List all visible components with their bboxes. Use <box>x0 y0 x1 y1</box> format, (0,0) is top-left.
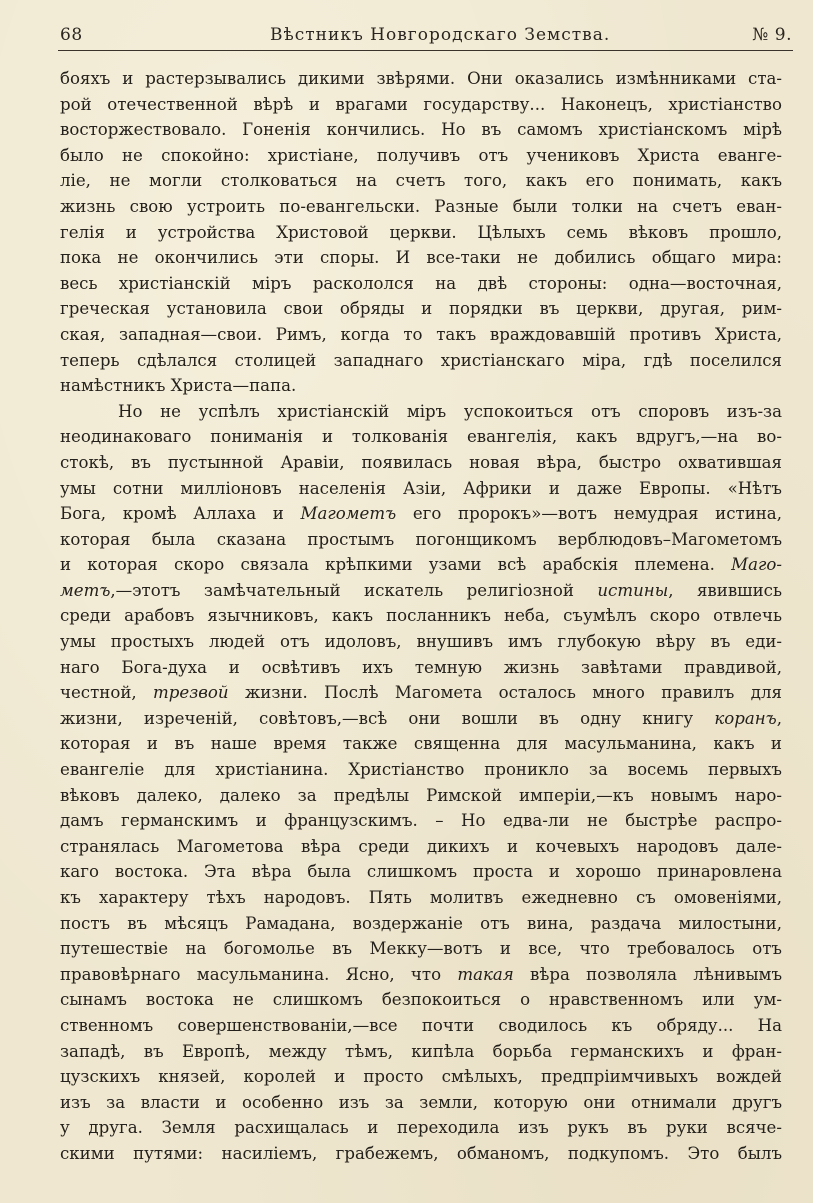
text-line: сынамъ востока не слишкомъ безпокоиться о нравственномъ или ум- <box>60 990 782 1010</box>
text-line: путешествіе на богомолье въ Мекку—вотъ и все, что требовалось отъ <box>60 939 782 959</box>
text-line: вѣковъ далеко, далеко за предѣлы Римской имперіи,—къ новымъ наро- <box>60 785 782 805</box>
text-line: пока не окончились эти споры. И все-таки не добились общаго мира: <box>60 248 782 268</box>
text-line-italic: правовѣрнаго масульманина. Ясно, что такая вѣра позволяла лѣнивымъ <box>60 964 782 984</box>
italic-word: коранъ <box>714 708 777 728</box>
text-line: ственномъ совершенствованіи,—все почти сводилось къ обряду... На <box>60 1015 782 1035</box>
text-line: неодинаковаго пониманія и толкованія евангелія, какъ вдругъ,—на во- <box>60 427 782 447</box>
text-line: скими путями: насиліемъ, грабежемъ, обманомъ, подкупомъ. Это былъ <box>60 1143 782 1163</box>
page-header <box>60 22 792 48</box>
text-line: которая и въ наше время также священна для масульманина, какъ и <box>60 734 782 754</box>
text-line: весь христіанскій міръ раскололся на двѣ стороны: одна—восточная, <box>60 273 782 293</box>
italic-word: метъ <box>60 580 111 600</box>
text-line: Но не успѣлъ христіанскій міръ успокоиться отъ споровъ изъ-за <box>118 401 782 421</box>
text-line: цузскихъ князей, королей и просто смѣлыхъ, предпріимчивыхъ вождей <box>60 1067 782 1087</box>
text-line-italic: метъ,—этотъ замѣчательный искатель религіозной истины, явившись <box>60 580 782 600</box>
text-line: умы простыхъ людей отъ идоловъ, внушивъ имъ глубокую вѣру въ еди- <box>60 632 782 652</box>
italic-word: такая <box>457 964 514 984</box>
text-line: западѣ, въ Европѣ, между тѣмъ, кипѣла борьба германскихъ и фран- <box>60 1041 782 1061</box>
page-number: 68 <box>60 25 83 45</box>
text-line-italic: жизни, изреченій, совѣтовъ,—всѣ они вошли въ одну книгу коранъ, <box>60 708 782 728</box>
text-line: наго Бога-духа и освѣтивъ ихъ темную жизнь завѣтами правдивой, <box>60 657 782 677</box>
text-line: восторжествовало. Гоненія кончились. Но въ самомъ христіанскомъ мірѣ <box>60 120 782 140</box>
text-line: умы сотни милліоновъ населенія Азіи, Африки и даже Европы. «Нѣтъ <box>60 478 782 498</box>
text-line-italic: честной, трезвой жизни. Послѣ Магомета осталось много правилъ для <box>60 683 782 703</box>
text-line-italic: Бога, кромѣ Аллаха и Магометъ его пророкъ»—вотъ немудрая истина, <box>60 504 782 524</box>
text-line: было не спокойно: христіане, получивъ отъ учениковъ Христа еванге- <box>60 145 782 165</box>
text-line: изъ за власти и особенно изъ за земли, которую они отнимали другъ <box>60 1092 782 1112</box>
text-line: рой отечественной вѣрѣ и врагами государству... Наконецъ, христіанство <box>60 94 782 114</box>
text-line: ская, западная—свои. Римъ, когда то такъ враждовавшій противъ Христа, <box>60 324 782 344</box>
text-line: дамъ германскимъ и французскимъ. – Но едва-ли не быстрѣе распро- <box>60 811 782 831</box>
text-line: стокѣ, въ пустынной Аравіи, появилась новая вѣра, быстро охватившая <box>60 452 782 472</box>
text-line: евангеліе для христіанина. Христіанство проникло за восемь первыхъ <box>60 760 782 780</box>
text-line: каго востока. Эта вѣра была слишкомъ проста и хорошо принаровлена <box>60 862 782 882</box>
text-line: бояхъ и растерзывались дикими звѣрями. Они оказались измѣнниками ста- <box>60 69 782 88</box>
italic-word: истины <box>597 580 669 600</box>
text-line: которая была сказана простымъ погонщикомъ верблюдовъ–Магометомъ <box>60 529 782 549</box>
text-line: къ характеру тѣхъ народовъ. Пять молитвъ ежедневно съ омовеніями, <box>60 888 782 907</box>
text-line: среди арабовъ язычниковъ, какъ посланникъ неба, съумѣлъ скоро отвлечь <box>60 606 782 626</box>
text-line: постъ въ мѣсяцъ Рамадана, воздержаніе отъ вина, раздача милостыни, <box>60 913 782 933</box>
italic-word: Магометъ <box>300 504 397 524</box>
text-line: теперь сдѣлался столицей западнаго христіанскаго міра, гдѣ поселился <box>60 350 782 370</box>
text-line: намѣстникъ Христа—папа. <box>60 376 297 396</box>
text-line: гелія и устройства Христовой церкви. Цѣлыхъ семь вѣковъ прошло, <box>60 222 782 242</box>
text-line: греческая установила свои обряды и порядки въ церкви, другая, рим- <box>60 299 782 319</box>
header-rule <box>58 50 793 51</box>
journal-title: Вѣстникъ Новгородскаго Земства. <box>270 25 611 45</box>
italic-word: Маго- <box>731 555 782 575</box>
text-line: у друга. Земля расхищалась и переходила изъ рукъ въ руки всяче- <box>60 1118 782 1138</box>
article-body <box>60 66 782 1167</box>
text-line: жизнь свою устроить по-евангельски. Разные были толки на счетъ еван- <box>60 196 782 216</box>
text-line: ліе, не могли столковаться на счетъ того, какъ его понимать, какъ <box>60 171 782 191</box>
issue-number: № 9. <box>752 25 792 45</box>
text-line: странялась Магометова вѣра среди дикихъ и кочевыхъ народовъ дале- <box>60 836 782 856</box>
italic-word: трезвой <box>153 683 229 703</box>
text-line-italic: и которая скоро связала крѣпкими узами всѣ арабскія племена. Маго- <box>60 555 782 575</box>
